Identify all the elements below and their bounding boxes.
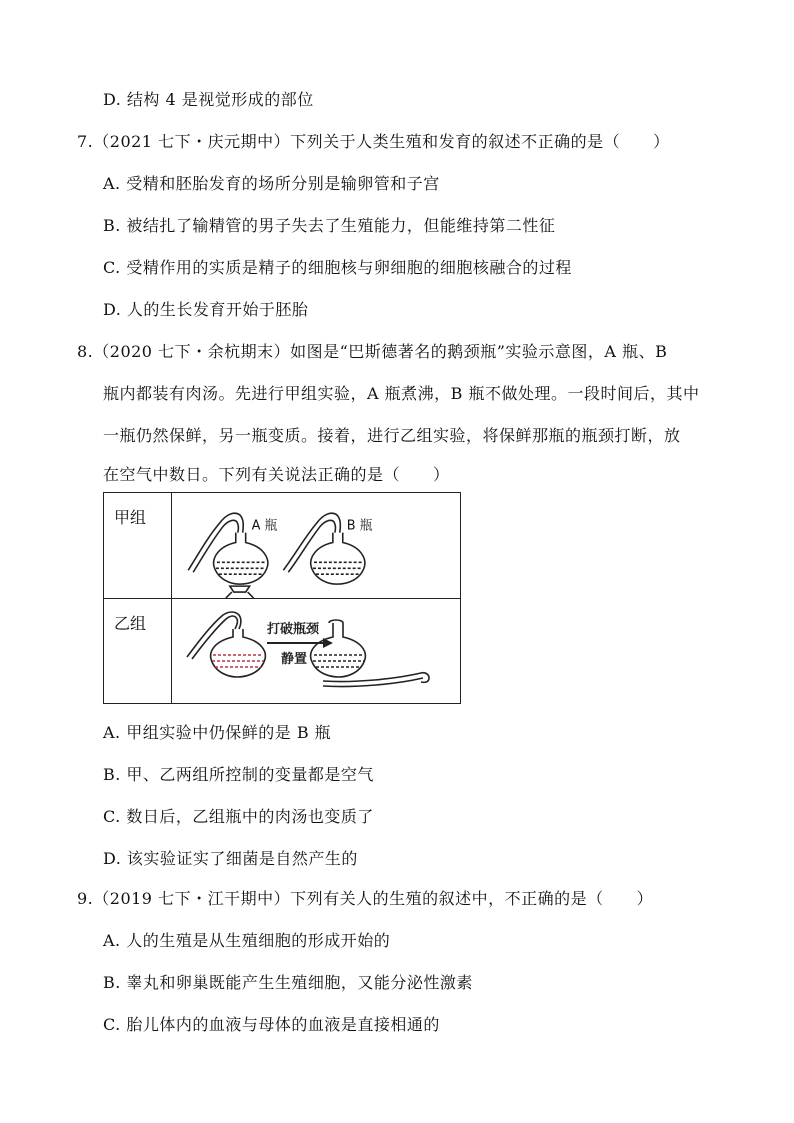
group2-illustration: [173, 599, 460, 703]
q7-option-c: C. 受精作用的实质是精子的细胞核与卵细胞的细胞核融合的过程: [103, 258, 572, 277]
q7-option-a: A. 受精和胚胎发育的场所分别是输卵管和子宫: [103, 174, 440, 193]
group1-label: 甲组: [114, 508, 147, 527]
q8-stem-line-4: 在空气中数日。下列有关说法正确的是（ ）: [103, 465, 450, 484]
figure-row-group2: [104, 599, 460, 703]
q8-stem-line-3: 一瓶仍然保鲜，另一瓶变质。接着，进行乙组实验，将保鲜那瓶的瓶颈打断，放: [103, 426, 681, 445]
q9-option-c: C. 胎儿体内的血液与母体的血液是直接相通的: [103, 1015, 440, 1034]
arrow-label-bottom: 静置: [281, 652, 308, 667]
q8-stem-line-2: 瓶内都装有肉汤。先进行甲组实验，A 瓶煮沸，B 瓶不做处理。一段时间后，其中: [103, 384, 700, 403]
q9-option-a: A. 人的生殖是从生殖细胞的形成开始的: [103, 931, 391, 950]
q7-option-b: B. 被结扎了输精管的男子失去了生殖能力，但能维持第二性征: [103, 216, 556, 235]
q6-option-d: D. 结构 4 是视觉形成的部位: [103, 90, 314, 109]
broken-neck-flask-icon: [187, 612, 265, 677]
q8-option-d: D. 该实验证实了细菌是自然产生的: [103, 849, 358, 868]
experiment-figure-table: [103, 492, 461, 704]
q8-stem-line-1: 8.（2020 七下・余杭期末）如图是“巴斯德著名的鹅颈瓶”实验示意图，A 瓶、B: [77, 342, 668, 361]
q7-stem: 7.（2021 七下・庆元期中）下列关于人类生殖和发育的叙述不正确的是（ ）: [77, 132, 670, 151]
q9-option-b: B. 睾丸和卵巢既能产生生殖细胞，又能分泌性激素: [103, 973, 473, 992]
q9-stem: 9.（2019 七下・江干期中）下列有关人的生殖的叙述中，不正确的是（ ）: [77, 889, 654, 908]
broken-neck-tube-icon: [323, 673, 429, 687]
group1-illustration: [173, 493, 460, 598]
q7-option-d: D. 人的生长发育开始于胚胎: [103, 300, 309, 319]
figure-row-group1: [104, 493, 460, 599]
group2-label: 乙组: [114, 614, 147, 633]
q8-option-c: C. 数日后，乙组瓶中的肉汤也变质了: [103, 807, 374, 826]
q8-option-b: B. 甲、乙两组所控制的变量都是空气: [103, 765, 374, 784]
flask-a-label: A 瓶: [251, 518, 278, 534]
q8-option-a: A. 甲组实验中仍保鲜的是 B 瓶: [103, 723, 332, 742]
flask-b-label: B 瓶: [346, 518, 373, 534]
arrow-label-top: 打破瓶颈: [267, 622, 320, 637]
